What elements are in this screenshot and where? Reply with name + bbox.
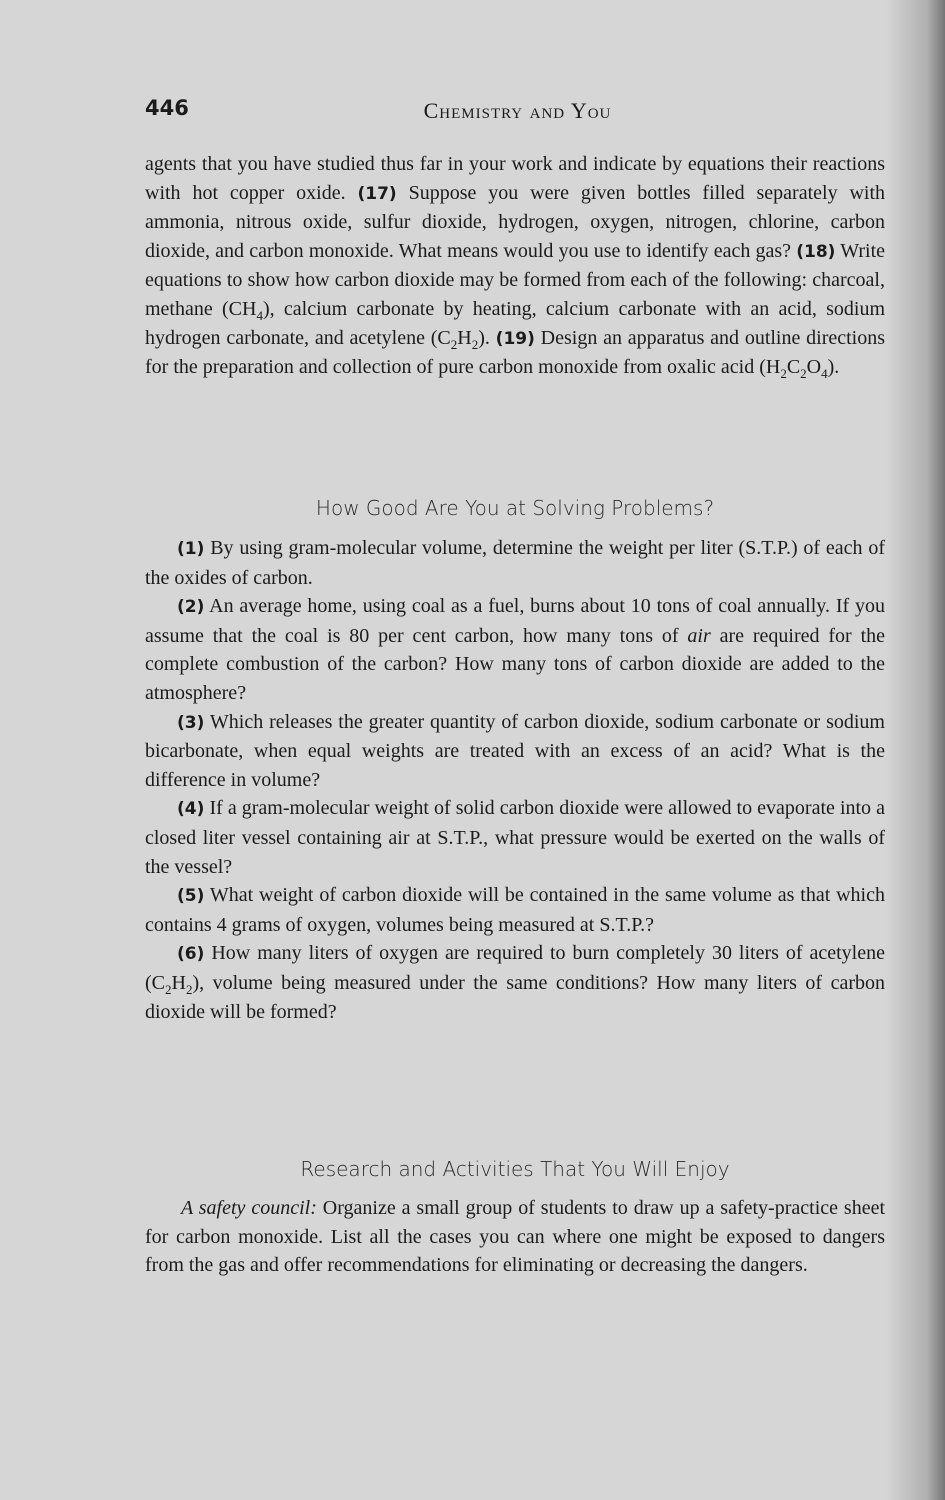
problem-text: If a gram-molecular weight of solid carbon dioxide were allowed to evaporate into a closed liter vessel containing air at S.T.P., what pressure would be exerted on the walls of the vessel? [145,797,885,878]
problem-item [145,794,885,881]
intro-text: O [806,356,822,379]
problem-number: (2) [177,597,205,618]
intro-text: Design an apparatus and outline directions for the preparation and collection of pure carbon monoxide from oxalic acid (H [145,326,886,379]
intro-text: H [457,326,472,349]
problem-text: H [171,971,186,994]
intro-text: agents that you have studied thus far in your work and indicate by equations their reactions with hot copper oxide. [145,153,885,204]
problem-number: (5) [177,886,205,907]
problem-item [145,708,885,795]
intro-text: C [786,356,801,379]
problem-item [145,592,885,707]
question-number: (18) [796,241,836,262]
intro-text: ), calcium carbonate by heating, calcium carbonate with an acid, sodium hydrogen carbonate, and acetylene (C [145,297,885,349]
problem-number: (6) [177,944,205,965]
subscript: 4 [821,366,828,382]
intro-text: ). [827,356,840,379]
subscript: 2 [800,366,807,382]
italic-word: air [687,624,711,647]
question-number: (19) [495,328,535,349]
research-paragraph [145,1194,885,1280]
intro-text: Write equations to show how carbon dioxide may be formed from each of the following: charcoal, methane (CH [145,239,886,320]
problem-text: What weight of carbon dioxide will be contained in the same volume as that which contains 4 grams of oxygen, volumes being measured at S.T.P.? [145,884,885,936]
page-number: 446 [145,96,189,120]
research-lead: A safety council: [181,1197,317,1219]
problem-text: Which releases the greater quantity of carbon dioxide, sodium carbonate or sodium bicarbonate, when equal weights are treated with an excess of an acid? What is the difference in volume? [145,710,885,791]
section-heading-research: Research and Activities That You Will Enjoy [300,1157,730,1181]
problem-text: ), volume being measured under the same conditions? How many liters of carbon dioxide will be formed? [145,971,885,1023]
subscript: 2 [185,981,193,997]
page-header [145,96,890,130]
subscript: 2 [450,336,458,352]
section-heading-problems: How Good Are You at Solving Problems? [315,496,715,520]
problem-item [145,534,885,592]
problems-list [145,534,885,1026]
subscript: 2 [165,981,172,997]
problem-text: are required for the complete combustion of the carbon? How many tons of carbon dioxide are added to the atmosphere? [145,624,886,704]
problem-text: How many liters of oxygen are required to burn completely 30 liters of acetylene (C [145,942,885,994]
intro-text: Suppose you were given bottles filled separately with ammonia, nitrous oxide, sulfur dioxide, hydrogen, oxygen, nitrogen, chlorine, carbon dioxide, and carbon monoxide. What means would you use to identify each gas? [145,181,886,262]
page-edge-shadow [885,0,945,1500]
intro-paragraph [145,150,885,382]
intro-text: ). [478,326,490,349]
subscript: 4 [256,307,263,323]
question-number: (17) [357,183,397,204]
problem-number: (1) [177,539,205,559]
problem-text: An average home, using coal as a fuel, burns about 10 tons of coal annually. If you assume that the coal is 80 per cent carbon, how many tons of [145,595,885,647]
problem-text: By using gram-molecular volume, determine the weight per liter (S.T.P.) of each of the oxides of carbon. [145,537,886,589]
problem-item [145,939,885,1026]
subscript: 2 [780,366,787,382]
subscript: 2 [471,336,479,352]
problem-item [145,881,885,939]
problem-number: (3) [177,712,205,733]
running-title: Chemistry and You [423,98,612,123]
research-text: Organize a small group of students to draw up a safety-practice sheet for carbon monoxide. List all the cases you can where one might be exposed to dangers from the gas and offer recommendations for eliminating or decreasing the dangers. [145,1197,886,1277]
problem-number: (4) [177,799,205,820]
